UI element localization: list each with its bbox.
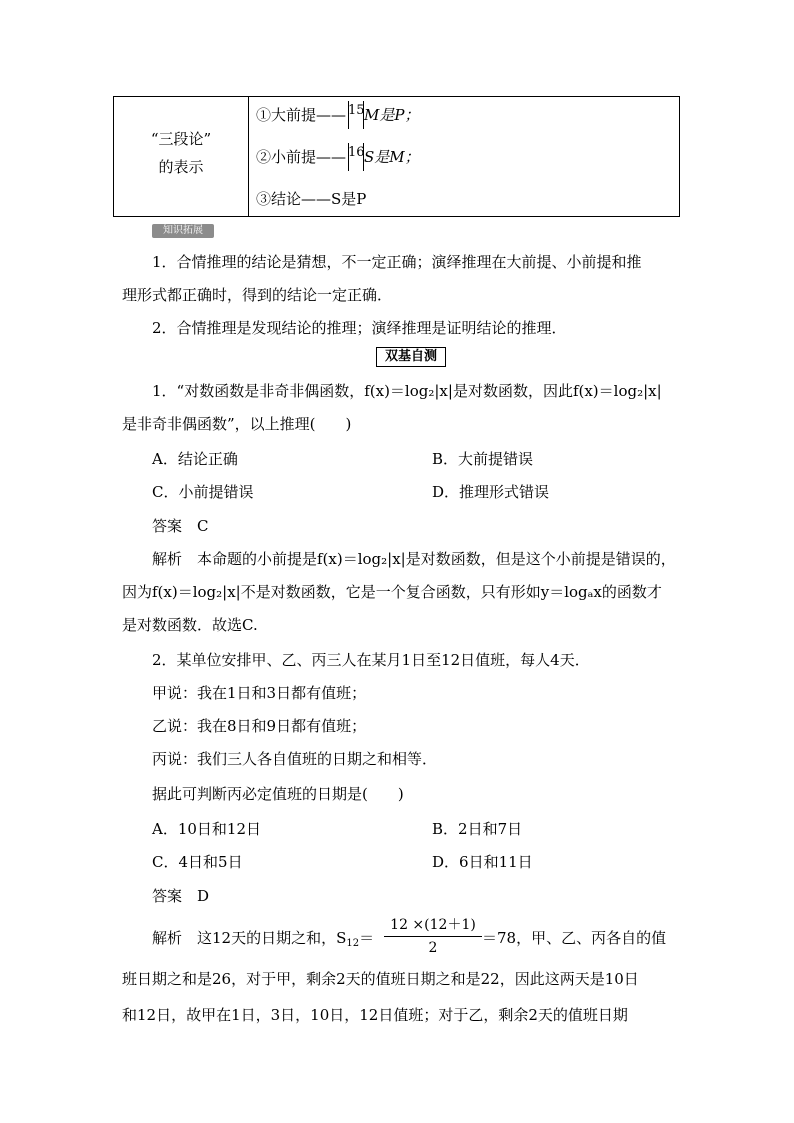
q2-solution-subscript: 12 bbox=[346, 938, 360, 949]
q2-option-b: B．2日和7日 bbox=[432, 820, 523, 838]
row2-prefix: ②小前提—— bbox=[256, 148, 347, 166]
q1-option-c: C．小前提错误 bbox=[152, 483, 254, 501]
q2-solution-line2: 班日期之和是26，对于甲，剩余2天的值班日期之和是22，因此这两天是10日 bbox=[122, 970, 639, 988]
knowledge-extension-tag: 知识拓展 bbox=[152, 224, 214, 238]
q2-line1: 2．某单位安排甲、乙、丙三人在某月1日至12日值班，每人4天． bbox=[152, 651, 590, 669]
blank-number-16: 16 bbox=[348, 145, 365, 160]
q1-answer: 答案 C bbox=[152, 517, 209, 535]
syllogism-table bbox=[113, 96, 680, 217]
ext-p1-line1: 1．合情推理的结论是猜想，不一定正确；演绎推理在大前提、小前提和推 bbox=[152, 253, 642, 271]
q2-yi-statement: 乙说：我在8日和9日都有值班； bbox=[152, 717, 367, 735]
q2-solution-line3: 和12日，故甲在1日，3日，10日，12日值班；对于乙，剩余2天的值班日期 bbox=[122, 1006, 628, 1024]
fraction-bar bbox=[384, 936, 482, 937]
q1-option-d: D．推理形式错误 bbox=[432, 483, 550, 501]
table-row-conclusion: ③结论——S是P bbox=[256, 190, 367, 208]
ext-p1-line2: 理形式都正确时，得到的结论一定正确． bbox=[122, 286, 393, 304]
blank-box-15 bbox=[348, 101, 364, 129]
table-head-line1: “三段论” bbox=[150, 130, 212, 148]
row2-text: S是M； bbox=[364, 148, 420, 166]
blank-box-16 bbox=[348, 143, 364, 171]
section-title: 双基自测 bbox=[376, 347, 446, 367]
q1-option-a: A．结论正确 bbox=[152, 450, 238, 468]
fraction-denominator: 2 bbox=[428, 940, 438, 956]
q2-jia-statement: 甲说：我在1日和3日都有值班； bbox=[152, 684, 367, 702]
q2-answer: 答案 D bbox=[152, 887, 210, 905]
table-divider bbox=[248, 97, 249, 216]
fraction-numerator: 12 ×(12＋1) bbox=[390, 917, 476, 933]
row1-text: M是P； bbox=[364, 106, 420, 124]
row1-prefix: ①大前提—— bbox=[256, 106, 347, 124]
q1-line1: 1．“对数函数是非奇非偶函数，f(x)＝log₂|x|是对数函数，因此f(x)＝log₂|x| bbox=[152, 382, 662, 400]
q1-option-b: B．大前提错误 bbox=[432, 450, 534, 468]
q2-option-a: A．10日和12日 bbox=[152, 820, 262, 838]
q2-bing-statement: 丙说：我们三人各自值班的日期之和相等． bbox=[152, 750, 438, 768]
q1-solution-line2: 因为f(x)＝log₂|x|不是对数函数，它是一个复合函数，只有形如y＝logₐx的函数才 bbox=[122, 583, 662, 601]
q1-solution-line1: 解析 本命题的小前提是f(x)＝log₂|x|是对数函数，但是这个小前提是错误的， bbox=[152, 550, 676, 568]
table-row-major-premise bbox=[256, 101, 419, 129]
q2-option-c: C．4日和5日 bbox=[152, 853, 243, 871]
blank-number-15: 15 bbox=[348, 103, 365, 118]
q2-fraction bbox=[384, 914, 482, 962]
q2-solution-suffix: ＝78，甲、乙、丙各自的值 bbox=[482, 929, 667, 947]
q2-option-d: D．6日和11日 bbox=[432, 853, 533, 871]
q1-line2: 是非奇非偶函数”，以上推理( ) bbox=[122, 415, 352, 433]
table-row-minor-premise bbox=[256, 143, 420, 171]
q2-solution-prefix-text: 解析 这12天的日期之和，S bbox=[152, 929, 347, 947]
table-head-line2: 的表示 bbox=[158, 158, 204, 176]
q2-solution-equals: ＝ bbox=[359, 929, 375, 947]
q2-question: 据此可判断丙必定值班的日期是( ) bbox=[152, 785, 404, 803]
q1-solution-line3: 是对数函数．故选C. bbox=[122, 616, 258, 634]
table-head-cell bbox=[114, 125, 248, 181]
ext-p2: 2．合情推理是发现结论的推理；演绎推理是证明结论的推理． bbox=[152, 319, 567, 337]
q2-solution-prefix bbox=[152, 926, 374, 956]
